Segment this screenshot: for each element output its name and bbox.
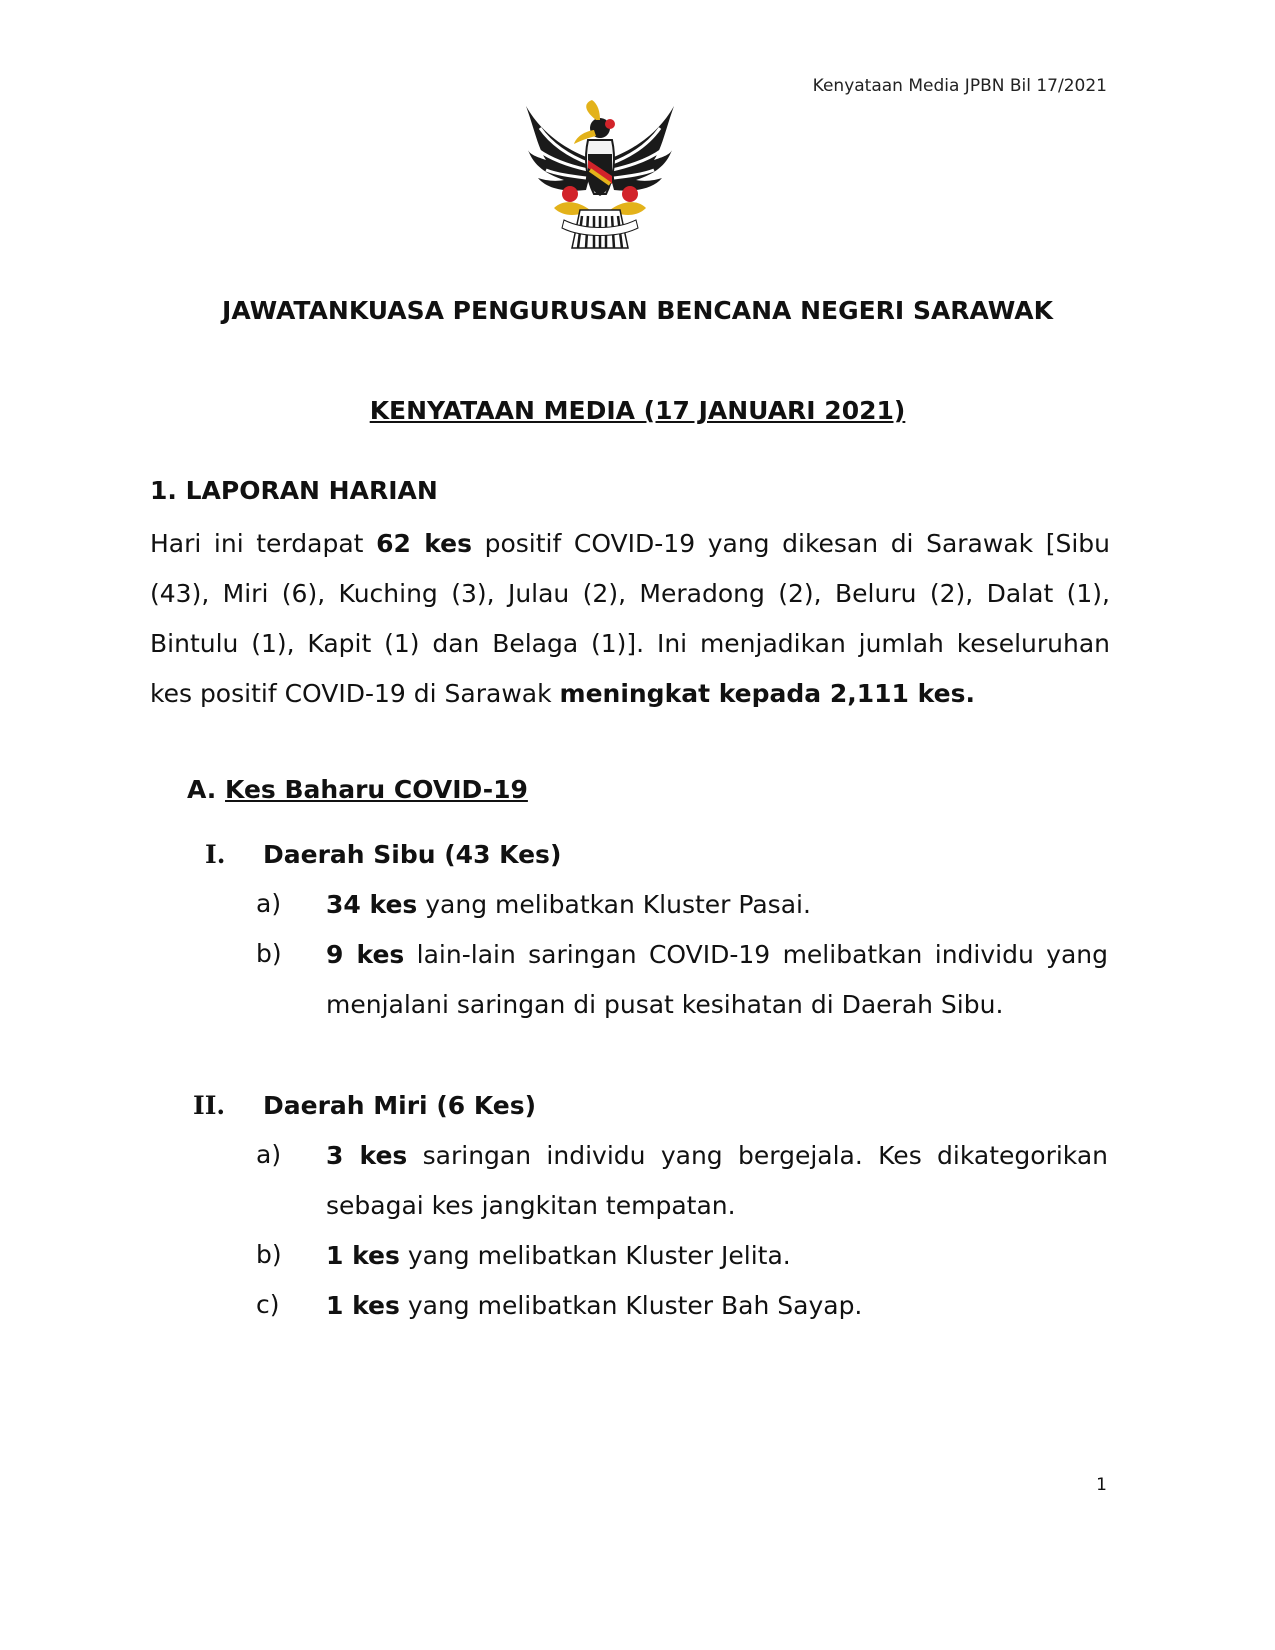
subsection-letter: A. [187,775,217,804]
item-count: 9 kes [326,940,405,969]
list-item [326,1131,1108,1231]
sarawak-crest-icon [524,98,676,260]
item-text: yang melibatkan Kluster Bah Sayap. [399,1291,863,1320]
item-letter: b) [256,939,282,968]
item-letter: b) [256,1240,282,1269]
item-count: 3 kes [326,1141,408,1170]
district-numeral: I. [205,840,226,869]
document-title: KENYATAAN MEDIA (17 JANUARI 2021) [369,396,906,425]
item-text: saringan individu yang bergejala. Kes dikategorikan sebagai kes jangkitan tempatan. [326,1141,1109,1220]
paragraph-text: positif COVID-19 yang dikesan di Sarawak [Sibu (43), Miri (6), Kuching (3), Julau (2), Meradong (2), Beluru (2), Dalat (1), Bintulu (1), Kapit (1) dan Belaga (1)]. Ini menjadikan jumlah keseluruhan kes positif COVID-19 di Sarawak [150,529,1110,708]
item-letter: a) [256,1140,282,1169]
paragraph-bold: meningkat kepada 2,111 kes. [559,679,975,708]
district-heading: Daerah Miri (6 Kes) [263,1091,537,1120]
list-item [326,930,1108,1030]
item-text: yang melibatkan Kluster Pasai. [417,890,811,919]
list-item [326,1231,1108,1281]
item-text: yang melibatkan Kluster Jelita. [399,1241,791,1270]
district-heading: Daerah Sibu (43 Kes) [263,840,562,869]
subsection-title: Kes Baharu COVID-19 [225,775,528,804]
header-reference: Kenyataan Media JPBN Bil 17/2021 [812,76,1107,96]
item-letter: c) [256,1290,280,1319]
paragraph-text: Hari ini terdapat [150,529,377,558]
organization-title: JAWATANKUASA PENGURUSAN BENCANA NEGERI SARAWAK [222,296,1053,325]
page-number: 1 [1096,1475,1107,1495]
item-text: lain-lain saringan COVID-19 melibatkan individu yang menjalani saringan di pusat kesihatan di Daerah Sibu. [326,940,1108,1019]
district-numeral: II. [193,1091,226,1120]
list-item [326,1281,1108,1331]
list-item [326,880,1108,930]
section-heading: 1. LAPORAN HARIAN [150,476,438,505]
item-letter: a) [256,889,282,918]
item-count: 34 kes [326,890,418,919]
daily-report-paragraph [150,519,1110,719]
item-count: 1 kes [326,1291,400,1320]
item-count: 1 kes [326,1241,400,1270]
subsection-heading [187,775,528,804]
paragraph-bold: 62 kes [376,529,472,558]
